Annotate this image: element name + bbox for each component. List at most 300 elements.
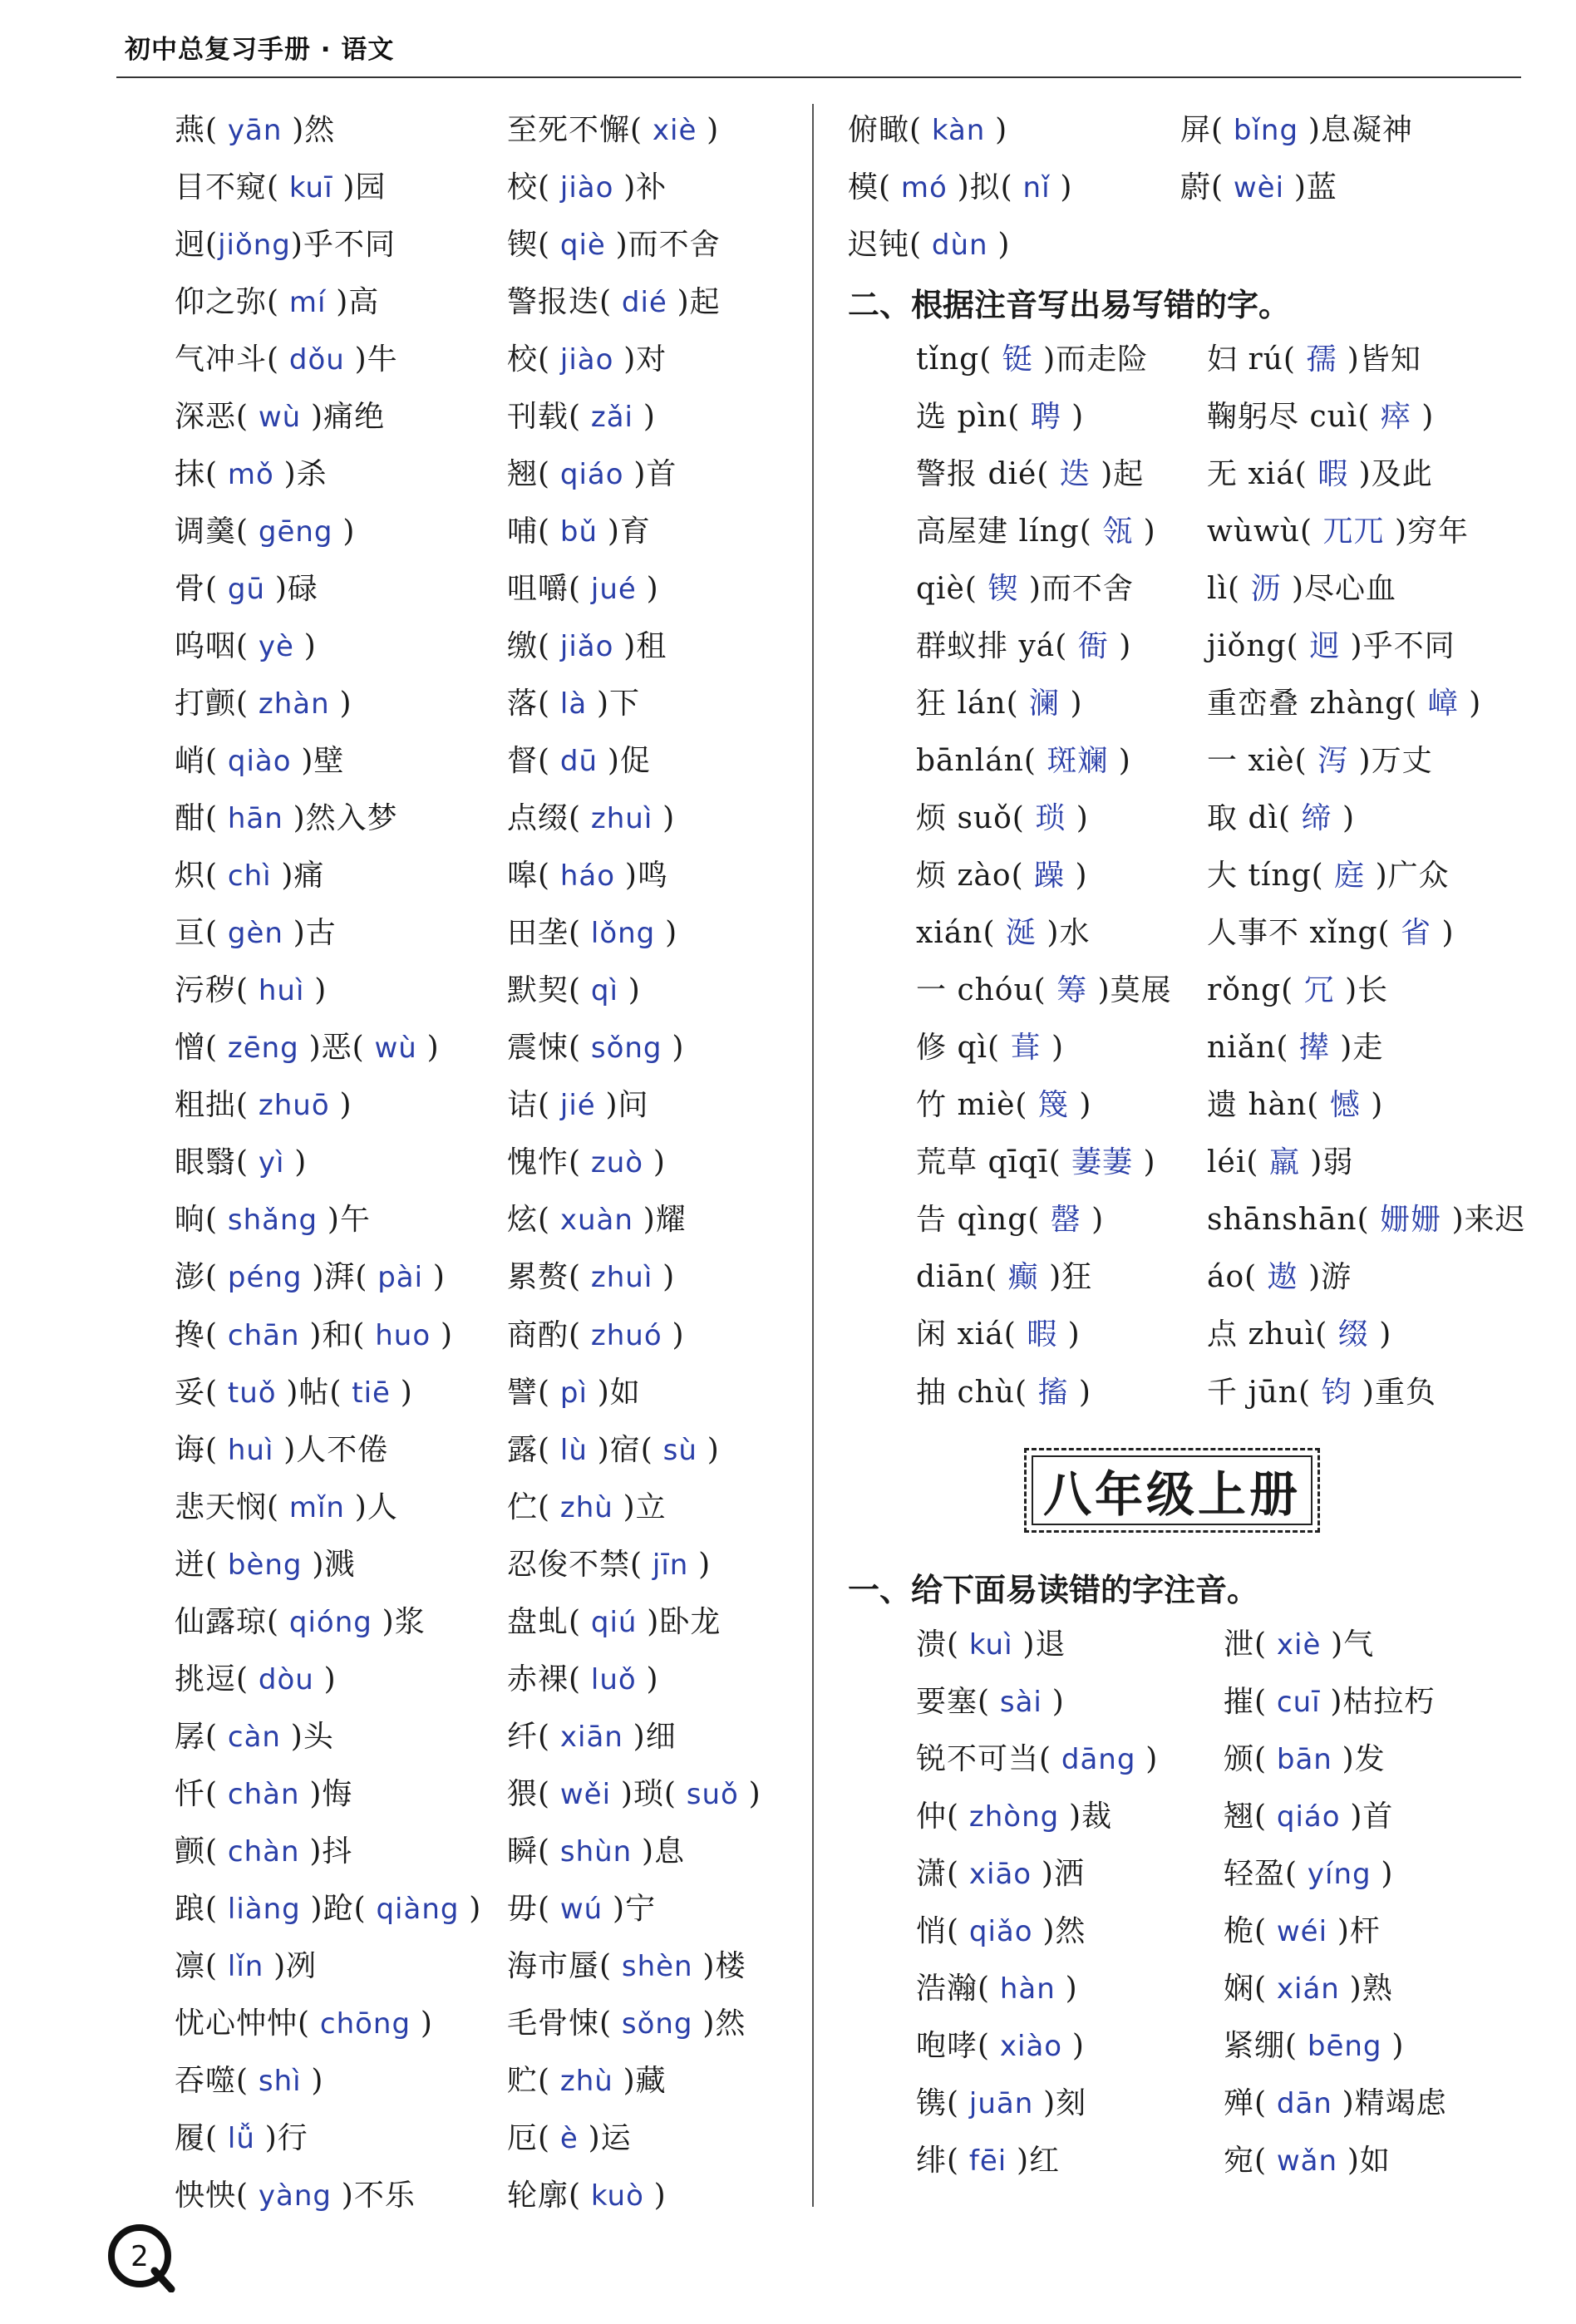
term-item: shānshān( 姗姗 )来迟	[1207, 1203, 1526, 1238]
term-row	[175, 331, 781, 388]
term-row	[175, 101, 781, 159]
term-item: 晌( shǎng )午	[175, 1203, 371, 1238]
answer-text: sǒng	[581, 1032, 672, 1066]
term-item: 桅( wéi )杆	[1224, 1913, 1381, 1948]
term-row	[916, 503, 1523, 560]
answer-text: dǒu	[279, 342, 355, 377]
answer-text: dāng	[1051, 1742, 1146, 1776]
answer-text: 孺	[1295, 342, 1347, 377]
term-row	[175, 1364, 781, 1421]
term-item: 忧心忡忡( chōng )	[175, 2006, 433, 2041]
term-row	[916, 388, 1523, 446]
answer-text: 篾	[1027, 1088, 1080, 1123]
term-item: 颤( chàn )抖	[175, 1834, 353, 1869]
term-item: 迸( bèng )溅	[175, 1547, 356, 1582]
term-item: 咀嚼( jué )	[507, 571, 659, 606]
term-item: 仲( zhòng )裁	[916, 1799, 1113, 1834]
term-row	[175, 1135, 781, 1192]
answer-text: chàn	[218, 1777, 310, 1811]
term-row	[916, 1192, 1526, 1249]
answer-text: 锲	[977, 571, 1029, 606]
answer-text: chān	[218, 1318, 310, 1352]
term-row	[916, 963, 1523, 1020]
term-item: 督( dū )促	[507, 744, 651, 779]
term-item: léi( 羸 )弱	[1207, 1145, 1354, 1180]
answer-text: sài	[990, 1685, 1052, 1719]
answer-text: 癫	[997, 1260, 1050, 1295]
left-column	[175, 101, 781, 2225]
term-item: 深恶( wù )痛绝	[175, 399, 386, 434]
term-item: 贮( zhù )藏	[507, 2064, 667, 2099]
term-item: 商酌( zhuó )	[507, 1317, 685, 1352]
term-item: 校( jiào )补	[507, 170, 667, 204]
answer-text: 葺	[1000, 1031, 1051, 1066]
term-item: 毛骨悚( sǒng )然	[507, 2006, 746, 2041]
answer-text: luǒ	[581, 1662, 647, 1696]
term-row	[916, 1788, 1523, 1845]
term-item: 酣( hān )然入梦	[175, 801, 398, 836]
term-item: 诘( jié )问	[507, 1088, 649, 1123]
term-item: 诲( huì )人不倦	[175, 1432, 389, 1467]
term-item: 点缀( zhuì )	[507, 801, 676, 836]
term-row	[916, 1020, 1523, 1077]
answer-text: pài	[367, 1261, 433, 1295]
pronunciation-list	[916, 1616, 1523, 2189]
answer-text: yì	[249, 1146, 295, 1180]
term-item: 咆哮( xiào )	[916, 2028, 1085, 2063]
answer-text: xiào	[990, 2029, 1072, 2063]
term-row	[175, 1708, 781, 1765]
term-row	[175, 216, 781, 273]
term-row	[175, 1077, 781, 1135]
answer-text: mí	[279, 285, 337, 319]
term-item: 峭( qiào )壁	[175, 744, 345, 779]
term-row	[916, 2075, 1523, 2132]
term-item: wùwù( 兀兀 )穷年	[1207, 514, 1469, 549]
term-row	[175, 1823, 781, 1880]
answer-text: dān	[1267, 2086, 1342, 2120]
answer-text: là	[550, 687, 597, 721]
answer-text: huì	[249, 974, 315, 1008]
answer-text: yè	[249, 629, 304, 663]
answer-text: hān	[218, 802, 293, 836]
term-item: 屏( bǐng )息凝神	[1180, 112, 1413, 147]
answer-text: xiè	[1267, 1627, 1332, 1662]
term-item: 盘虬( qiú )卧龙	[507, 1604, 722, 1639]
term-item: 潇( xiāo )洒	[916, 1856, 1085, 1891]
term-item: 打颤( zhàn )	[175, 686, 352, 721]
term-item: 点 zhuì( 缀 )	[1207, 1317, 1392, 1352]
answer-text: zhuì	[581, 1261, 663, 1295]
page-number-badge	[106, 2223, 176, 2292]
term-item: 摧( cuī )枯拉朽	[1224, 1684, 1436, 1719]
term-item: 污秽( huì )	[175, 973, 328, 1008]
term-item: 烦 zào( 躁 )	[916, 859, 1088, 894]
term-item: xián( 涎 )水	[916, 916, 1091, 951]
term-item: 警报迭( dié )起	[507, 284, 721, 319]
term-row	[175, 2053, 781, 2110]
answer-text: 泻	[1307, 743, 1359, 778]
term-row	[175, 1307, 781, 1364]
term-row	[175, 1996, 781, 2053]
answer-text: zǎi	[581, 400, 643, 434]
answer-text: chàn	[218, 1834, 310, 1869]
answer-text: 缀	[1327, 1317, 1380, 1352]
term-item: 搀( chān )和( huo )	[175, 1317, 453, 1352]
answer-text: fēi	[959, 2144, 1017, 2178]
term-item: 仰之弥( mí )高	[175, 284, 380, 319]
term-item: 挑逗( dòu )	[175, 1662, 337, 1696]
term-row	[916, 1673, 1523, 1731]
term-row	[916, 732, 1523, 790]
term-item: 悲天悯( mǐn )人	[175, 1489, 398, 1524]
answer-text: 迭	[1049, 456, 1101, 491]
term-row	[175, 618, 781, 675]
grade-heading	[1024, 1448, 1320, 1533]
term-item: rǒng( 冗 )长	[1207, 973, 1389, 1008]
term-row	[916, 1731, 1523, 1788]
term-row	[916, 1077, 1523, 1135]
term-item: 刊载( zǎi )	[507, 399, 656, 434]
answer-text: shǎng	[218, 1204, 328, 1238]
term-item: 履( lǚ )行	[175, 2121, 308, 2156]
answer-text: 暇	[1307, 456, 1359, 491]
answer-text: 遨	[1257, 1260, 1309, 1295]
term-item: 悄( qiǎo )然	[916, 1913, 1086, 1948]
answer-text: sù	[653, 1433, 707, 1467]
term-item: 锐不可当( dāng )	[916, 1741, 1159, 1776]
answer-text: zhù	[550, 1490, 623, 1524]
answer-text: 憾	[1319, 1088, 1372, 1123]
answer-text: qiáo	[1267, 1800, 1351, 1834]
term-row	[848, 216, 1523, 273]
term-item: tǐng( 铤 )而走险	[916, 342, 1149, 377]
term-row	[175, 1249, 781, 1307]
answer-text: dié	[612, 285, 677, 319]
term-item: 纤( xiān )细	[507, 1719, 677, 1754]
term-item: 仙露琼( qióng )浆	[175, 1604, 426, 1639]
term-item: 泄( xiè )气	[1224, 1627, 1375, 1662]
term-item: 狂 lán( 澜 )	[916, 686, 1083, 721]
term-row	[175, 2168, 781, 2225]
answer-text: bèng	[218, 1548, 313, 1582]
term-row	[916, 446, 1523, 503]
answer-text: dū	[550, 745, 608, 779]
term-item: 毋( wú )宁	[507, 1891, 657, 1926]
term-row	[848, 101, 1523, 159]
answer-text: zēng	[218, 1032, 309, 1066]
term-item: 亘( gèn )古	[175, 916, 337, 951]
answer-text: chōng	[310, 2007, 421, 2041]
answer-text: wú	[550, 1892, 613, 1926]
term-item: 哺( bǔ )育	[507, 514, 651, 549]
answer-text: jiào	[550, 170, 624, 204]
answer-text: jiào	[550, 342, 624, 377]
answer-text: nǐ	[1012, 170, 1061, 204]
term-item: 海市蜃( shèn )楼	[507, 1949, 746, 1984]
answer-text: 迥	[1298, 628, 1351, 663]
answer-text: shùn	[550, 1834, 643, 1869]
term-item: 燕( yān )然	[175, 112, 336, 147]
answer-text: wǎn	[1267, 2144, 1347, 2178]
term-item: 迥(jiǒng)乎不同	[175, 227, 396, 262]
answer-text: dùn	[922, 228, 998, 262]
answer-text: chì	[218, 859, 282, 894]
answer-text: mǐn	[279, 1490, 355, 1524]
answer-text: jiǒng	[218, 228, 291, 262]
answer-text: lǒng	[581, 917, 666, 951]
answer-text: càn	[218, 1720, 291, 1754]
column-divider	[812, 104, 814, 2207]
term-item: 重峦叠 zhàng( 嶂 )	[1207, 686, 1482, 721]
answer-text: qióng	[279, 1605, 382, 1639]
answer-text: 庭	[1323, 859, 1376, 894]
answer-text: tuǒ	[218, 1376, 287, 1410]
term-row	[916, 1364, 1523, 1421]
answer-text: gēng	[249, 515, 343, 549]
term-row	[175, 1880, 781, 1937]
term-row	[175, 790, 781, 848]
answer-text: juān	[959, 2086, 1044, 2120]
term-item: 遗 hàn( 憾 )	[1207, 1088, 1384, 1123]
answer-text: wěi	[550, 1777, 621, 1811]
term-item: jiǒng( 迥 )乎不同	[1207, 628, 1455, 663]
term-item: 憎( zēng )恶( wù )	[175, 1031, 440, 1066]
term-item: 群蚁排 yá( 衙 )	[916, 628, 1132, 663]
answer-text: shì	[249, 2065, 312, 2099]
answer-text: huì	[218, 1433, 284, 1467]
answer-text: kuò	[581, 2179, 654, 2213]
term-row	[175, 503, 781, 560]
answer-text: jīn	[643, 1548, 699, 1582]
term-row	[175, 388, 781, 446]
answer-text: 筹	[1046, 973, 1098, 1008]
answer-text: qiǎo	[959, 1914, 1043, 1948]
term-item: 炽( chì )痛	[175, 859, 325, 894]
term-item: lì( 沥 )尽心血	[1207, 571, 1397, 606]
term-item: 无 xiá( 暇 )及此	[1207, 456, 1433, 491]
term-item: 吞噬( shì )	[175, 2064, 324, 2099]
answer-text: yíng	[1298, 1857, 1381, 1891]
term-item: 闲 xiá( 暇 )	[916, 1317, 1081, 1352]
write-character-list	[916, 331, 1526, 1421]
term-row	[175, 159, 781, 216]
answer-text: è	[550, 2122, 589, 2156]
header-divider	[116, 76, 1521, 78]
answer-text: 罄	[1040, 1203, 1092, 1238]
term-item: 忍俊不禁( jīn )	[507, 1547, 712, 1582]
term-item: 紧绷( bēng )	[1224, 2028, 1405, 2063]
term-item: 目不窥( kuī )园	[175, 170, 387, 204]
term-row	[175, 675, 781, 732]
term-row	[916, 560, 1523, 618]
term-item: 愧怍( zuò )	[507, 1145, 666, 1180]
term-item: 翘( qiáo )首	[507, 456, 677, 491]
page-header-title: 初中总复习手册 · 语文	[125, 35, 395, 65]
term-item: 校( jiào )对	[507, 342, 667, 377]
grade-heading-text: 八年级上册	[1042, 1465, 1301, 1523]
term-item: 默契( qì )	[507, 973, 641, 1008]
term-row	[175, 1421, 781, 1479]
answer-text: shèn	[612, 1950, 703, 1984]
term-row	[916, 2017, 1523, 2075]
answer-text: yān	[218, 113, 293, 147]
term-item: 翘( qiáo )首	[1224, 1799, 1394, 1834]
answer-text: kuī	[279, 170, 343, 204]
term-item: 一 chóu( 筹 )莫展	[916, 973, 1172, 1008]
term-row	[175, 963, 781, 1020]
term-item: 累赘( zhuì )	[507, 1260, 676, 1295]
answer-text: zhàn	[249, 687, 340, 721]
term-item: 轻盈( yíng )	[1224, 1856, 1394, 1891]
term-item: 忏( chàn )悔	[175, 1776, 353, 1811]
term-item: 溃( kuì )退	[916, 1627, 1066, 1662]
answer-text: dòu	[249, 1662, 324, 1696]
term-row	[175, 560, 781, 618]
answer-text: yàng	[249, 2179, 342, 2213]
term-item: 鞠躬尽 cuì( 瘁 )	[1207, 399, 1435, 434]
term-item: 落( là )下	[507, 686, 641, 721]
answer-text: qiào	[218, 745, 302, 779]
answer-text: bān	[1267, 1742, 1342, 1776]
answer-text: lǐn	[218, 1950, 274, 1984]
answer-text: 澜	[1018, 686, 1071, 721]
answer-text: bǔ	[550, 515, 608, 549]
answer-text: bǐng	[1224, 113, 1308, 147]
answer-text: zhòng	[959, 1800, 1070, 1834]
answer-text: 琐	[1024, 801, 1076, 836]
term-item: qiè( 锲 )而不舍	[916, 571, 1134, 606]
term-item: 模( mó )拟( nǐ )	[848, 170, 1073, 204]
answer-text: xiān	[550, 1720, 633, 1754]
term-item: 要塞( sài )	[916, 1684, 1065, 1719]
term-row	[175, 1938, 781, 1996]
term-row	[175, 905, 781, 963]
answer-text: hàn	[990, 1972, 1066, 2006]
term-item: 烦 suǒ( 琐 )	[916, 801, 1089, 836]
term-item: 取 dì( 缔 )	[1207, 801, 1355, 836]
answer-text: jué	[581, 572, 647, 606]
term-row	[916, 1307, 1523, 1364]
term-item: 踉( liàng )跄( qiàng )	[175, 1891, 482, 1926]
term-item: 绯( fēi )红	[916, 2143, 1061, 2178]
term-row	[175, 1020, 781, 1077]
answer-text: xiāo	[959, 1857, 1042, 1891]
answer-text: háo	[550, 859, 625, 894]
term-item: 田垄( lǒng )	[507, 916, 678, 951]
term-item: 妇 rú( 孺 )皆知	[1207, 342, 1421, 377]
term-row	[916, 1845, 1523, 1903]
term-row	[916, 2132, 1523, 2189]
section-title: 一、给下面易读错的字注音。	[848, 1572, 1259, 1609]
term-row	[916, 1135, 1523, 1192]
answer-text: 嶂	[1417, 686, 1470, 721]
term-item: 千 jūn( 钧 )重负	[1207, 1375, 1436, 1410]
answer-text: qì	[581, 974, 628, 1008]
term-item: 抹( mǒ )杀	[175, 456, 328, 491]
answer-text: qiàng	[366, 1892, 470, 1926]
term-item: 俯瞰( kàn )	[848, 112, 1008, 147]
term-item: 妥( tuǒ )帖( tiē )	[175, 1375, 413, 1410]
term-row	[175, 2110, 781, 2168]
answer-text: kuì	[959, 1627, 1023, 1662]
answer-text: mǒ	[218, 457, 284, 491]
answer-text: xuàn	[550, 1204, 643, 1238]
term-item: 修 qì( 葺 )	[916, 1031, 1064, 1066]
answer-text: qiáo	[550, 457, 634, 491]
answer-text: 瓴	[1091, 514, 1144, 549]
answer-text: 暇	[1016, 1317, 1068, 1352]
term-row	[175, 1593, 781, 1651]
term-item: 嗥( háo )鸣	[507, 859, 668, 894]
answer-text: 衙	[1067, 628, 1120, 663]
answer-text: qiú	[581, 1605, 648, 1639]
term-item: 娴( xián )熟	[1224, 1971, 1393, 2006]
grade-heading-wrap	[848, 1421, 1496, 1558]
answer-text: 兀兀	[1313, 514, 1395, 549]
term-row	[175, 1765, 781, 1823]
answer-text: 羸	[1258, 1145, 1311, 1180]
answer-text: gèn	[218, 917, 293, 951]
term-row	[175, 1479, 781, 1536]
answer-text: 斑斓	[1036, 743, 1119, 778]
answer-text: cuī	[1267, 1685, 1331, 1719]
term-item: 气冲斗( dǒu )牛	[175, 342, 398, 377]
term-item: 炫( xuàn )耀	[507, 1203, 687, 1238]
answer-text: 聘	[1020, 399, 1072, 434]
term-item: 轮廓( kuò )	[507, 2179, 667, 2213]
answer-text: 缔	[1291, 801, 1342, 836]
term-row	[916, 905, 1523, 963]
term-row	[916, 848, 1523, 905]
term-item: 锲( qiè )而不舍	[507, 227, 721, 262]
term-item: 骨( gū )碌	[175, 571, 318, 606]
answer-text: 搐	[1027, 1375, 1079, 1410]
term-item: 眼翳( yì )	[175, 1145, 308, 1180]
term-row	[916, 331, 1523, 388]
term-item: 人事不 xǐng( 省 )	[1207, 916, 1455, 951]
answer-text: 冗	[1293, 973, 1346, 1008]
term-item: 呜咽( yè )	[175, 628, 317, 663]
term-item: 一 xiè( 泻 )万丈	[1207, 743, 1433, 778]
term-item: 竹 miè( 篾 )	[916, 1088, 1092, 1123]
answer-text: qiè	[550, 228, 616, 262]
answer-text: huo	[365, 1318, 441, 1352]
term-item: 怏怏( yàng )不乐	[175, 2179, 416, 2213]
term-row	[175, 733, 781, 790]
answer-text: wù	[364, 1032, 427, 1066]
term-item: 瞬( shùn )息	[507, 1834, 686, 1869]
term-row	[175, 848, 781, 905]
answer-text: 沥	[1240, 571, 1292, 606]
answer-text: mó	[891, 170, 958, 204]
right-column	[848, 101, 1526, 2190]
term-item: 粗拙( zhuō )	[175, 1088, 352, 1123]
answer-text: 铤	[992, 342, 1044, 377]
term-row	[175, 1536, 781, 1593]
term-row	[916, 1960, 1523, 2017]
answer-text: 躁	[1023, 859, 1076, 894]
answer-text: jiǎo	[550, 629, 624, 663]
section-title: 二、根据注音写出易写错的字。	[848, 287, 1291, 324]
answer-text: 姗姗	[1369, 1203, 1452, 1238]
term-item: diān( 癫 )狂	[916, 1260, 1093, 1295]
answer-text: wéi	[1267, 1914, 1337, 1948]
term-row	[175, 1192, 781, 1249]
term-item: 殚( dān )精竭虑	[1224, 2085, 1447, 2120]
answer-text: zhuì	[581, 802, 663, 836]
term-item: áo( 遨 )游	[1207, 1260, 1352, 1295]
